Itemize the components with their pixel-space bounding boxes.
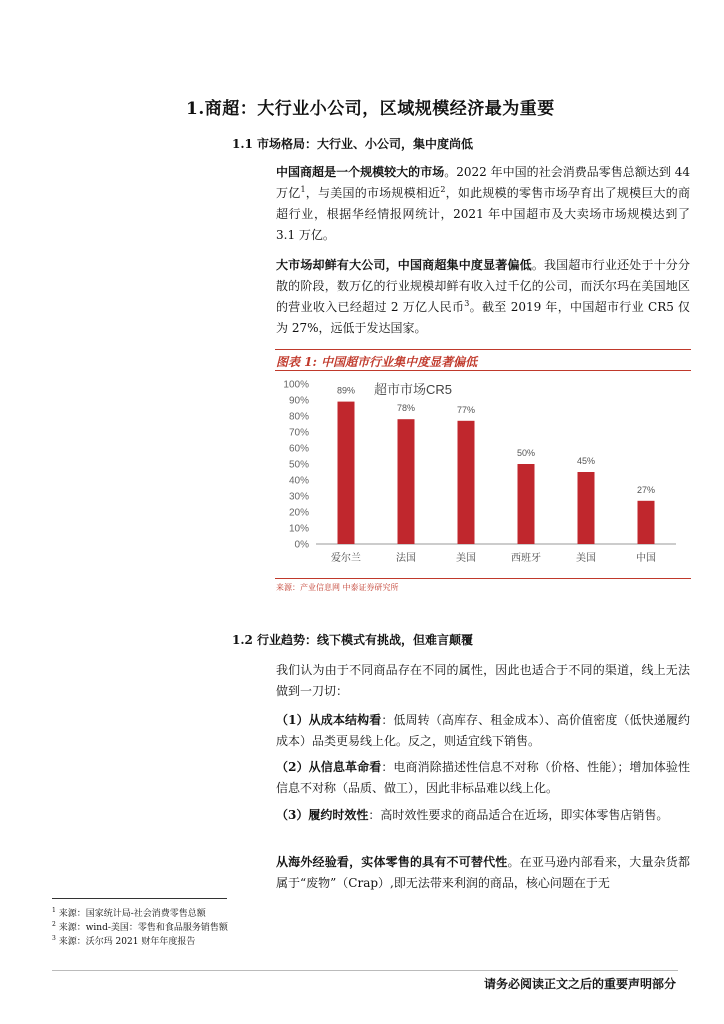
paragraph-text: 。2022 年中国的社会消费品零售总额达到 44 万亿 bbox=[276, 165, 690, 200]
footnote-number: 1 bbox=[52, 907, 56, 914]
disclaimer: 请务必阅读正文之后的重要声明部分 bbox=[483, 977, 676, 991]
bar bbox=[398, 419, 415, 544]
paragraph-text: ，如此规模的零售市场孕育出了规模巨大的商超行业，根据华经情报网统计，2021 年中国超市及大卖场市场规模达到了 3.1 万亿。 bbox=[276, 186, 690, 242]
cr5-bar-chart bbox=[276, 372, 690, 578]
footnote-text: 来源：国家统计局-社会消费零售总额 bbox=[55, 909, 206, 919]
bar bbox=[638, 501, 655, 544]
paragraph-lead: 中国商超是一个规模较大的市场 bbox=[276, 165, 445, 179]
y-tick-label: 0% bbox=[294, 539, 309, 551]
footnote-text: 来源：沃尔玛 2021 财年年度报告 bbox=[55, 937, 196, 947]
footnote-ref[interactable]: 3 bbox=[464, 299, 470, 308]
y-tick-label: 20% bbox=[288, 507, 309, 519]
x-tick-label: 爱尔兰 bbox=[331, 553, 361, 564]
bar bbox=[458, 421, 475, 544]
x-tick-label: 西班牙 bbox=[511, 553, 541, 564]
y-tick-label: 30% bbox=[288, 491, 309, 503]
footnote-text: 来源：wind-美国：零售和食品服务销售额 bbox=[55, 923, 228, 933]
y-tick-label: 100% bbox=[283, 379, 309, 391]
x-tick-label: 中国 bbox=[636, 553, 656, 564]
x-tick-label: 法国 bbox=[396, 553, 416, 564]
paragraph-cost-structure bbox=[276, 710, 690, 752]
bar bbox=[518, 464, 535, 544]
footnote-2 bbox=[52, 919, 228, 934]
chart-svg bbox=[276, 372, 690, 578]
figure-title: 图表 1: 中国超市行业集中度显著偏低 bbox=[276, 355, 478, 369]
bar bbox=[578, 472, 595, 544]
paragraph-overseas bbox=[276, 852, 690, 894]
paragraph-market-size bbox=[276, 162, 690, 246]
footnote-ref[interactable]: 1 bbox=[300, 185, 306, 194]
paragraph-lead: 大市场却鲜有大公司，中国商超集中度显著偏低 bbox=[276, 258, 532, 272]
x-tick-label: 美国 bbox=[456, 553, 476, 564]
footnote-ref[interactable]: 2 bbox=[440, 185, 446, 194]
y-tick-label: 40% bbox=[288, 475, 309, 487]
paragraph-lead: （3）履约时效性 bbox=[276, 808, 369, 822]
paragraph-text: ：电商消除描述性信息不对称（价格、性能）；增加体验性信息不对称（品质、做工），因此非标品难以线上化。 bbox=[276, 760, 690, 795]
subsection-title-1-2: 1.2 行业趋势：线下模式有挑战，但难言颠覆 bbox=[232, 633, 474, 647]
page-bottom-rule bbox=[52, 970, 678, 971]
paragraph-timeliness bbox=[276, 805, 690, 826]
figure-bottom-rule bbox=[275, 578, 691, 579]
bar-data-label: 45% bbox=[576, 456, 596, 466]
x-tick-label: 美国 bbox=[576, 553, 596, 564]
footnote-number: 2 bbox=[52, 921, 56, 928]
paragraph-text: ：高时效性要求的商品适合在近场，即实体零售店销售。 bbox=[368, 808, 669, 822]
y-tick-label: 10% bbox=[288, 523, 309, 535]
figure-source: 来源：产业信息网 中泰证券研究所 bbox=[276, 583, 399, 592]
paragraph-lead: （1）从成本结构看 bbox=[276, 713, 382, 727]
paragraph-info-revolution bbox=[276, 757, 690, 799]
bar-data-label: 77% bbox=[456, 404, 476, 415]
paragraph-text: 。在亚马逊内部看来，大量杂货都属于“废物”（Crap）,即无法带来利润的商品，核心问题在于无 bbox=[276, 855, 690, 890]
y-tick-label: 90% bbox=[288, 395, 309, 407]
chart-title: 超市市场CR5 bbox=[374, 382, 453, 397]
y-tick-label: 50% bbox=[288, 459, 309, 471]
y-tick-label: 70% bbox=[288, 427, 309, 439]
paragraph-text: 。我国超市行业还处于十分分散的阶段，数万亿的行业规模却鲜有收入过千亿的公司，而沃尔玛在美国地区的营业收入已经超过 2 万亿人民币 bbox=[276, 258, 690, 314]
y-tick-label: 80% bbox=[288, 411, 309, 423]
footnote-3 bbox=[52, 933, 195, 948]
paragraph-intro: 我们认为由于不同商品存在不同的属性，因此也适合于不同的渠道，线上无法做到一刀切： bbox=[276, 663, 690, 698]
footnote-rule bbox=[52, 898, 227, 899]
paragraph-text: 。截至 2019 年，中国超市行业 CR5 仅为 27%，远低于发达国家。 bbox=[276, 300, 691, 335]
figure-title-bar bbox=[275, 349, 691, 371]
bar-data-label: 27% bbox=[636, 484, 656, 495]
paragraph-text: ：低周转（高库存、租金成本）、高价值密度（低快递履约成本）品类更易线上化。反之，则适宜线下销售。 bbox=[276, 713, 690, 748]
bar bbox=[338, 402, 355, 544]
section-title: 1.商超：大行业小公司，区域规模经济最为重要 bbox=[186, 99, 555, 119]
paragraph-concentration bbox=[276, 255, 690, 339]
bar-data-label: 50% bbox=[516, 448, 536, 458]
paragraph-lead: 从海外经验看，实体零售的具有不可替代性 bbox=[276, 855, 508, 869]
paragraph-text: ，与美国的市场规模相近 bbox=[305, 186, 441, 200]
subsection-title-1-1: 1.1 市场格局：大行业、小公司，集中度尚低 bbox=[232, 137, 474, 151]
paragraph-lead: （2）从信息革命看 bbox=[276, 760, 382, 774]
footnote-1 bbox=[52, 905, 206, 920]
footnote-number: 3 bbox=[52, 935, 56, 942]
y-tick-label: 60% bbox=[288, 443, 309, 455]
bar-data-label: 78% bbox=[396, 403, 416, 414]
bar-data-label: 89% bbox=[336, 385, 356, 396]
